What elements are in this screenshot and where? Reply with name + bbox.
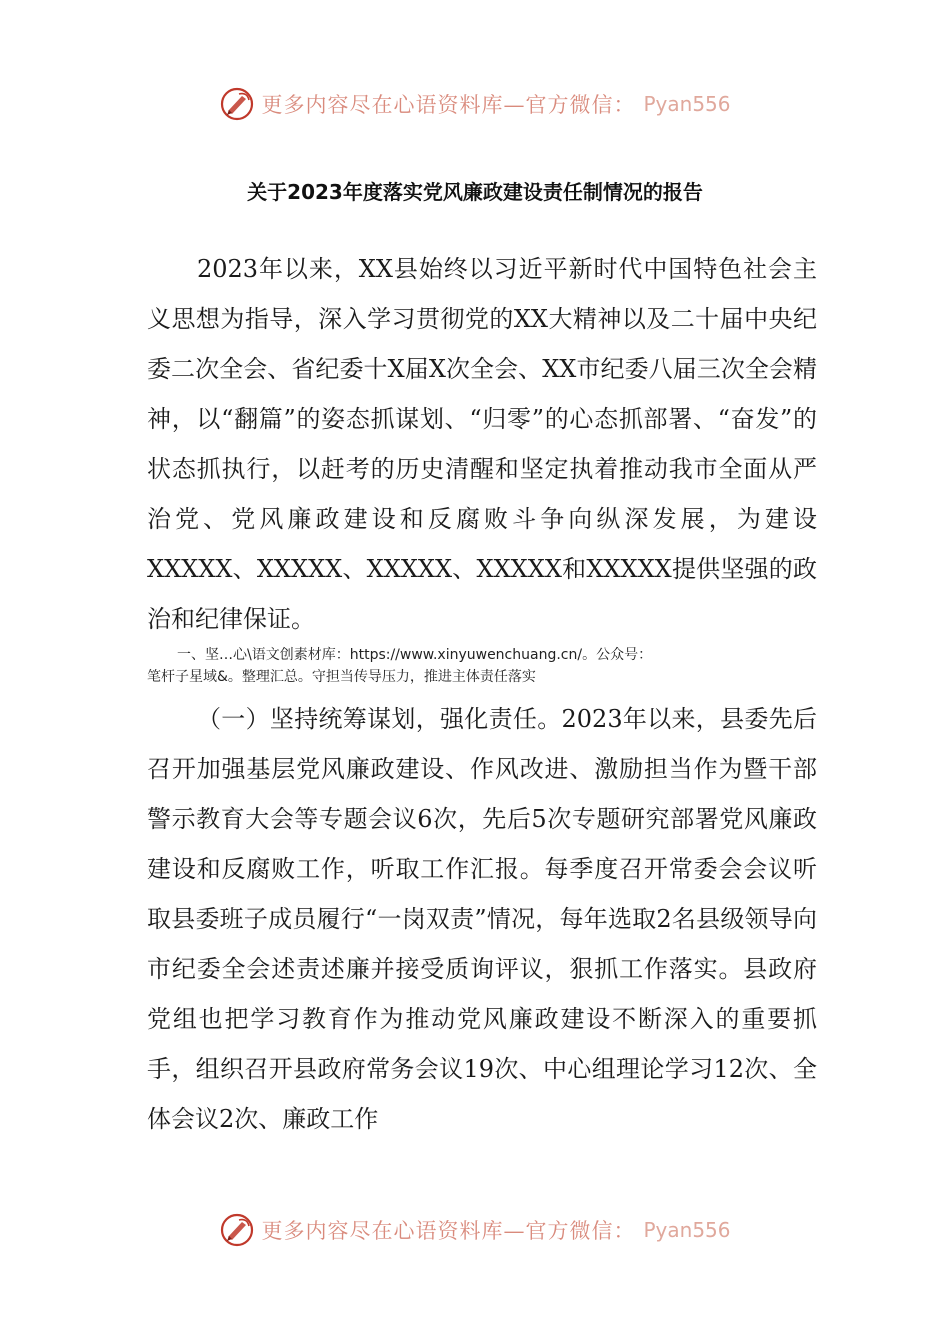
watermark-wechat-id: Pyan556 (643, 92, 731, 116)
section-heading-note (147, 644, 817, 688)
pen-logo-icon (219, 1212, 255, 1248)
watermark-wechat-id: Pyan556 (643, 1218, 731, 1242)
watermark-header (0, 82, 950, 126)
document-title: 关于2023年度落实党风廉政建设责任制情况的报告 (247, 180, 703, 204)
paragraph-section-1-text: （一）坚持统筹谋划，强化责任。2023年以来，县委先后召开加强基层党风廉政建设、作风改进、激励担当作为暨干部警示教育大会等专题会议6次，先后5次专题研究部署党风廉政建设和反腐败工作，听取工作汇报。每季度召开常委会会议听取县委班子成员履行“一岗双责”情况，每年选取2名县级领导向市纪委全会述责述廉并接受质询评议，狠抓工作落实。县政府党组也把学习教育作为推动党风廉政建设不断深入的重要抓手，组织召开县政府常务会议19次、中心组理论学习12次、全体会议2次、廉政工作 (147, 705, 817, 1133)
paragraph-intro-text: 2023年以来，XX县始终以习近平新时代中国特色社会主义思想为指导，深入学习贯彻党的XX大精神以及二十届中央纪委二次全会、省纪委十X届X次全会、XX市纪委八届三次全会精神，以“翻篇”的姿态抓谋划、“归零”的心态抓部署、“奋发”的状态抓执行，以赶考的历史清醒和坚定执着推动我市全面从严治党、党风廉政建设和反腐败斗争向纵深发展，为建设XXXXX、XXXXX、XXXXX、XXXXX和XXXXX提供坚强的政治和纪律保证。 (147, 255, 817, 633)
watermark-text: 更多内容尽在心语资料库—官方微信： (261, 93, 636, 117)
paragraph-intro (147, 244, 817, 644)
watermark-footer (0, 1208, 950, 1252)
note-line-2: 笔杆子星域&。整理汇总。守担当传导压力，推进主体责任落实 (147, 669, 536, 685)
pen-logo-icon (219, 86, 255, 122)
paragraph-section-1 (147, 694, 817, 1144)
note-line-1: 一、坚…心\语文创素材库：https://www.xinyuwenchuang.cn/。公众号： (177, 647, 653, 663)
watermark-text: 更多内容尽在心语资料库—官方微信： (261, 1219, 636, 1243)
